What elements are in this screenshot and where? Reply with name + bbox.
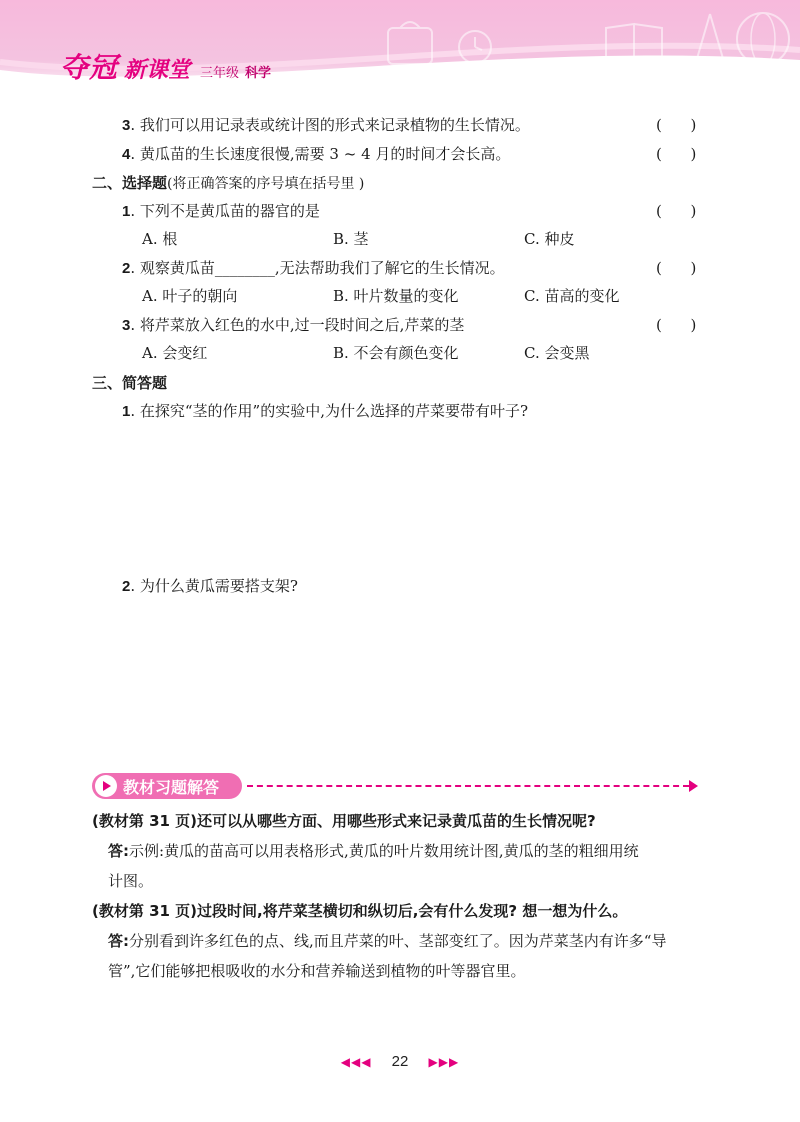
answer-brackets[interactable]: ( ) xyxy=(656,202,697,220)
next-arrows-icon: ▶▶▶ xyxy=(428,1055,460,1069)
play-icon xyxy=(95,775,117,797)
option-b: B. 茎 xyxy=(333,230,369,248)
textbook-answer-2-line1 xyxy=(108,926,666,956)
alarm-clock-icon xyxy=(450,20,500,70)
grade-label: 三年级 xyxy=(200,66,240,81)
banner-title: 教材习题解答 xyxy=(123,777,220,797)
question-number: 1 xyxy=(122,403,131,420)
subject-label: 科学 xyxy=(245,66,272,81)
question-text: . 将芹菜放入红色的水中,过一段时间之后,芹菜的茎 xyxy=(130,316,465,334)
page-header xyxy=(0,0,800,100)
textbook-answer-2-line2: 管”,它们能够把根吸收的水分和营养输送到植物的叶等器官里。 xyxy=(108,962,526,980)
answer-brackets[interactable]: ( ) xyxy=(656,116,697,134)
globe-icon xyxy=(730,6,795,76)
textbook-question-2: (教材第 31 页)过段时间,将芹菜茎横切和纵切后,会有什么发现? 想一想为什么。 xyxy=(92,902,628,920)
answer-text: 分别看到许多红色的点、线,而且芹菜的叶、茎部变红了。因为芹菜茎内有许多“导 xyxy=(129,932,667,950)
question-text: . 观察黄瓜苗________,无法帮助我们了解它的生长情况。 xyxy=(130,259,505,277)
textbook-answer-1-line1 xyxy=(108,836,639,866)
answer-brackets[interactable]: ( ) xyxy=(656,145,697,163)
section-title: 二、选择题 xyxy=(92,174,168,192)
answer-text: 示例:黄瓜的苗高可以用表格形式,黄瓜的叶片数用统计图,黄瓜的茎的粗细用统 xyxy=(129,842,639,860)
textbook-answers-banner xyxy=(92,773,704,801)
option-c: C. 苗高的变化 xyxy=(524,287,620,305)
option-c: C. 会变黑 xyxy=(524,344,590,362)
question-number: 1 xyxy=(122,203,131,220)
answer-brackets[interactable]: ( ) xyxy=(656,316,697,334)
section-short-answer-heading xyxy=(92,372,167,393)
section-note: (将正确答案的序号填在括号里 ) xyxy=(167,176,365,192)
answer-label: 答: xyxy=(108,932,129,950)
question-number: 2 xyxy=(122,578,131,595)
option-b: B. 不会有颜色变化 xyxy=(333,344,459,362)
option-c: C. 种皮 xyxy=(524,230,575,248)
option-b: B. 叶片数量的变化 xyxy=(333,287,459,305)
question-number: 2 xyxy=(122,260,131,277)
page-footer xyxy=(0,1053,800,1070)
brand-logo xyxy=(60,46,271,86)
question-text: . 为什么黄瓜需要搭支架? xyxy=(130,577,298,595)
prev-arrows-icon: ◀◀◀ xyxy=(340,1055,372,1069)
answer-brackets[interactable]: ( ) xyxy=(656,259,697,277)
banner-pill xyxy=(92,773,242,799)
compass-icon xyxy=(690,8,730,68)
arrow-right-icon xyxy=(689,780,698,792)
backpack-icon xyxy=(380,14,440,69)
question-number: 3 xyxy=(122,317,131,334)
question-text: . 在探究“茎的作用”的实验中,为什么选择的芹菜要带有叶子? xyxy=(130,402,529,420)
textbook-answer-1-line2: 计图。 xyxy=(108,872,154,890)
question-text: . 下列不是黄瓜苗的器官的是 xyxy=(130,202,320,220)
option-a: A. 会变红 xyxy=(142,344,208,362)
answer-label: 答: xyxy=(108,842,129,860)
question-number: 4 xyxy=(122,146,131,163)
banner-dashed-line xyxy=(247,785,689,787)
option-a: A. 根 xyxy=(142,230,178,248)
section-title: 三、简答题 xyxy=(92,374,168,392)
question-number: 3 xyxy=(122,117,131,134)
book-icon xyxy=(600,16,670,66)
question-text: . 我们可以用记录表或统计图的形式来记录植物的生长情况。 xyxy=(130,116,530,134)
brand-main-text: 夺冠 xyxy=(60,51,119,84)
option-a: A. 叶子的朝向 xyxy=(142,287,238,305)
section-choice-heading xyxy=(92,172,364,193)
brand-sub-text: 新课堂 xyxy=(124,58,191,83)
page-number: 22 xyxy=(391,1053,409,1070)
question-text: . 黄瓜苗的生长速度很慢,需要 3 ~ 4 月的时间才会长高。 xyxy=(130,145,511,163)
textbook-question-1: (教材第 31 页)还可以从哪些方面、用哪些形式来记录黄瓜苗的生长情况呢? xyxy=(92,812,596,830)
